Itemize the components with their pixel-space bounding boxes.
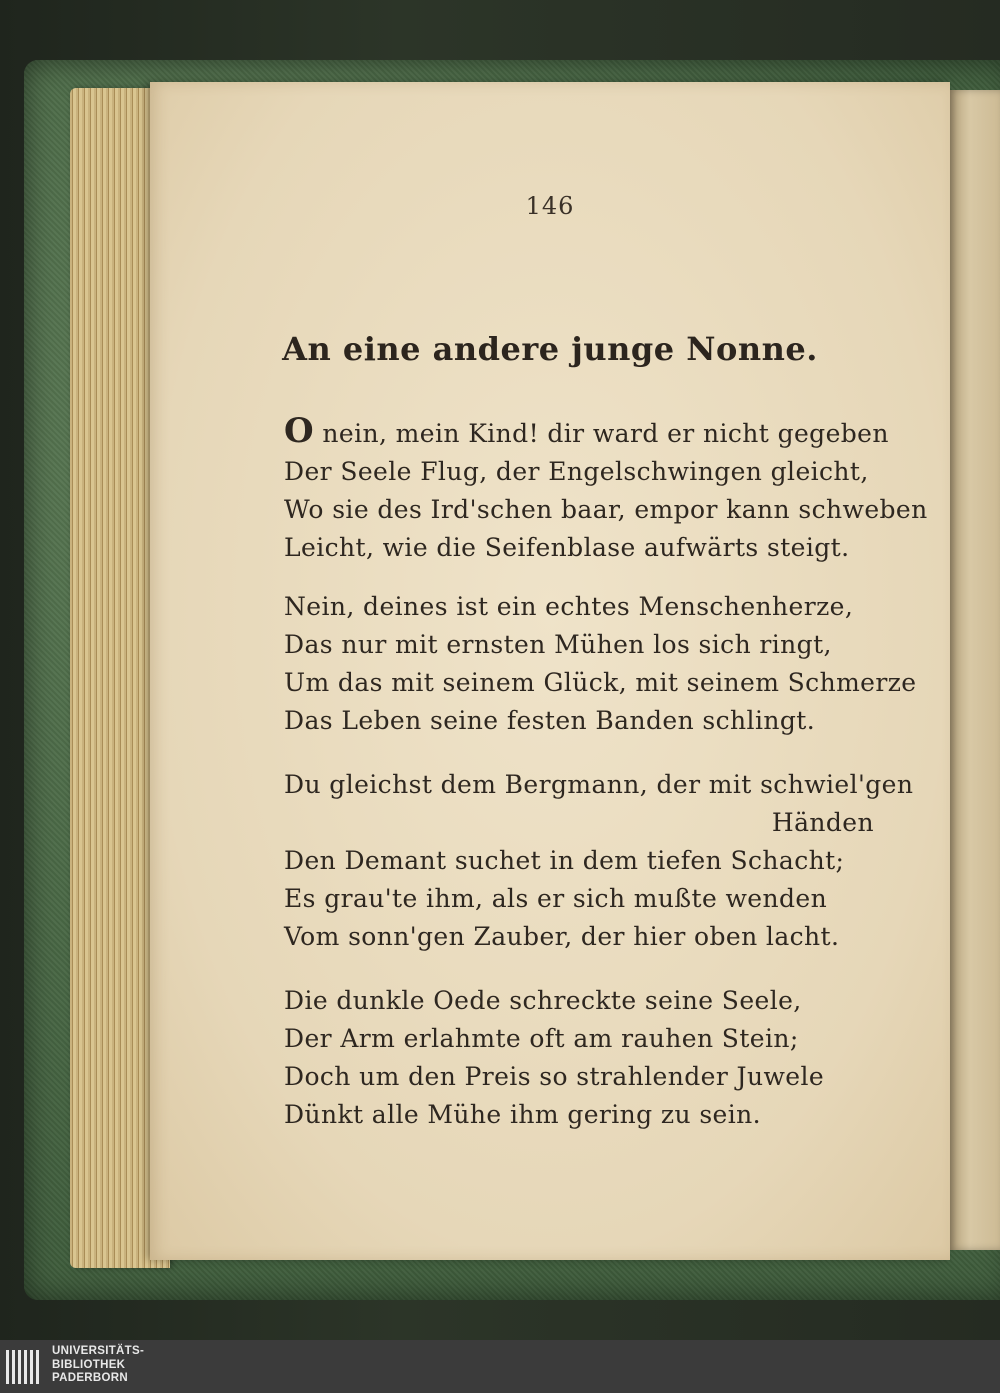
poem-line: Wo sie des Ird'schen baar, empor kann schweben: [284, 495, 928, 524]
poem-line: Um das mit seinem Glück, mit seinem Schmerze: [284, 668, 917, 697]
poem-line: Die dunkle Oede schreckte seine Seele,: [284, 986, 802, 1015]
poem-line: Das nur mit ernsten Mühen los sich ringt,: [284, 630, 832, 659]
stanza-4: [284, 982, 884, 1134]
poem-line: Dünkt alle Mühe ihm gering zu sein.: [284, 1100, 762, 1129]
library-name-line: UNIVERSITÄTS-: [52, 1345, 145, 1357]
line-text: nein, mein Kind! dir ward er nicht gegeben: [314, 419, 889, 448]
poem-line: Der Arm erlahmte oft am rauhen Stein;: [284, 1024, 799, 1053]
poem-title: An eine andere junge Nonne.: [282, 330, 818, 368]
library-logo-icon: [4, 1346, 44, 1388]
library-footer: [0, 1340, 1000, 1393]
poem-line: Das Leben seine festen Banden schlingt.: [284, 706, 816, 735]
poem-line: Vom sonn'gen Zauber, der hier oben lacht.: [284, 922, 840, 951]
book-page: [150, 82, 950, 1260]
poem-line: Den Demant suchet in dem tiefen Schacht;: [284, 846, 845, 875]
drop-cap: O: [284, 411, 315, 451]
poem-line: Leicht, wie die Seifenblase aufwärts steigt.: [284, 533, 850, 562]
stanza-1: [284, 411, 928, 567]
poem-line: Der Seele Flug, der Engelschwingen gleicht,: [284, 457, 869, 486]
next-page-edge: [950, 90, 1000, 1250]
library-name: [52, 1345, 144, 1386]
poem-line-continuation: Händen: [771, 808, 874, 837]
stanza-2: [284, 588, 917, 740]
library-name-line: BIBLIOTHEK: [52, 1358, 126, 1371]
poem-line: Es grau'te ihm, als er sich mußte wenden: [284, 884, 828, 913]
stanza-3: [284, 766, 914, 956]
poem-line: Du gleichst dem Bergmann, der mit schwiel'gen: [284, 770, 914, 799]
library-name-line: PADERBORN: [52, 1372, 128, 1384]
poem-line: Doch um den Preis so strahlender Juwele: [284, 1062, 825, 1091]
page-number: 146: [525, 192, 575, 220]
poem-line: [284, 411, 889, 453]
poem-line: Nein, deines ist ein echtes Menschenherze,: [284, 592, 854, 621]
